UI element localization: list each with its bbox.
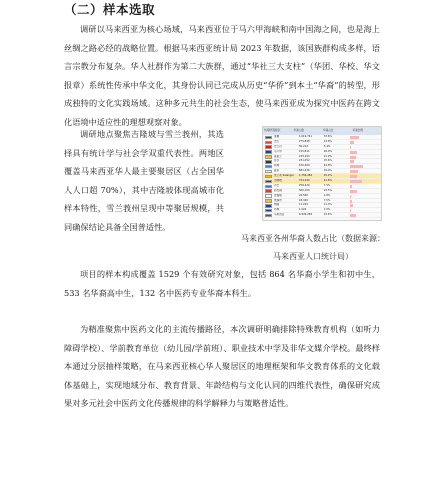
population-count-cell: 681,436 xyxy=(298,169,310,173)
percentage-cell: 21.9% xyxy=(323,154,333,158)
share-bar xyxy=(350,180,362,183)
share-bar-cell xyxy=(349,150,381,154)
population-count-cell: 724,290 xyxy=(298,179,310,183)
percentage-cell: 25.2% xyxy=(323,174,333,178)
population-count-cell: 11,225 xyxy=(298,203,308,207)
state-flag-icon xyxy=(265,194,272,197)
share-bar-cell xyxy=(349,208,381,212)
section-heading: （二）样本选取 xyxy=(64,2,156,17)
population-count-cell: 560,150 xyxy=(298,188,310,192)
paragraph-locations: 调研地点聚焦吉隆坡与雪兰莪州，其选择具有统计学与社会学双重代表性。两地区覆盖马来西亚华人最主要聚居区（占全国华人人口超 70%），其中吉隆坡体现高城市化样本特性，雪兰莪州呈现中等聚居规模，共同确保结论具备全国普适性。 xyxy=(64,129,224,232)
share-bar xyxy=(350,190,357,193)
share-bar xyxy=(350,165,363,168)
percentage-cell: 23.5% xyxy=(323,188,333,192)
share-bar xyxy=(350,170,359,173)
share-bar xyxy=(350,141,354,144)
state-name-cell: 砂拉越 xyxy=(274,188,282,192)
share-bar-cell xyxy=(349,159,381,163)
share-bar-cell xyxy=(349,140,381,144)
share-bar-cell xyxy=(349,189,381,193)
percentage-cell: 33.6% xyxy=(323,135,333,138)
share-bar xyxy=(350,175,357,178)
share-bar-cell xyxy=(349,184,381,188)
state-name-cell: 柔佛 xyxy=(274,135,280,138)
state-name-cell: 吉隆坡 xyxy=(274,179,282,183)
state-flag-icon xyxy=(265,214,272,217)
figure-header-cell: 州/联邦直辖区 xyxy=(264,129,281,132)
state-name-cell: 吉兰丹 xyxy=(274,144,282,148)
share-bar-cell xyxy=(349,135,381,139)
state-name-cell: 纳闽 xyxy=(274,203,280,207)
share-bar xyxy=(350,136,360,139)
state-name-cell: 森美兰 xyxy=(274,154,282,158)
paragraph-sampling-strategy: 为精准聚焦中医药文化的主流传播路径，本次调研明确排除特殊教育机构（如听力障碍学校）、学前教育单位（幼儿园/学前班）、职业技术中学及非华文媒介学校。最终样本通过分层抽样策略，在马来西亚核心华人聚居区的地理框架和华文教育体系的文化载体基础上，实现地域分布、教育背景、年龄结构与文化认同的四维代表性，确保研究成果对多元社会中医药文化传播规律的科学解释力与策略普适性。 xyxy=(64,324,380,409)
figure-table-header xyxy=(263,127,381,135)
population-count-cell: 50,212 xyxy=(298,144,308,148)
population-count-cell: 1,019,741 xyxy=(298,135,313,138)
share-bar-cell xyxy=(349,179,381,183)
share-bar xyxy=(350,195,351,198)
share-bar-cell xyxy=(349,164,381,168)
state-name-cell: 吉打 xyxy=(274,139,280,143)
state-flag-icon xyxy=(265,180,272,183)
population-count-cell: 215,811 xyxy=(298,149,310,153)
population-count-cell: 6,945,284 xyxy=(298,213,313,217)
share-bar xyxy=(350,160,355,163)
state-flag-icon xyxy=(265,175,272,178)
population-count-cell: 670,400 xyxy=(298,164,310,168)
percentage-cell: 13.6% xyxy=(323,139,333,143)
share-bar xyxy=(350,146,351,149)
figure-header-cell: 华裔人数 xyxy=(293,129,304,132)
state-flag-icon xyxy=(265,199,272,202)
share-bar-cell xyxy=(349,155,381,159)
share-bar xyxy=(350,185,352,188)
share-bar xyxy=(350,156,356,159)
percentage-cell: 41.6% xyxy=(323,179,333,183)
figure-caption: 马来西亚各州华裔人数占比（数据来源：马来西亚人口统计局） xyxy=(241,234,385,261)
population-count-cell: 22,560 xyxy=(298,193,308,197)
state-name-cell: 彭亨 xyxy=(274,159,280,163)
state-flag-icon xyxy=(265,141,272,144)
population-count-cell: 18,340 xyxy=(298,198,308,202)
percentage-cell: 11.3% xyxy=(323,203,333,207)
share-bar xyxy=(350,204,353,207)
share-bar xyxy=(350,214,357,217)
percentage-cell: 22.6% xyxy=(323,213,333,217)
state-flag-icon xyxy=(265,170,272,173)
table-row xyxy=(263,213,381,218)
share-bar-cell xyxy=(349,194,381,198)
state-name-cell: 马六甲 xyxy=(274,149,282,153)
percentage-cell: 44.8% xyxy=(323,164,333,168)
state-flag-icon xyxy=(265,145,272,148)
population-count-cell: 239,193 xyxy=(298,154,310,158)
state-name-cell: 登嘉楼 xyxy=(274,193,282,197)
population-count-cell: 275,838 xyxy=(298,139,310,143)
state-flag-icon xyxy=(265,189,272,192)
share-bar-cell xyxy=(349,199,381,203)
percentage-cell: 7.5% xyxy=(323,183,331,187)
percentage-cell: 1.0% xyxy=(323,208,331,212)
state-name-cell: 霹雳 xyxy=(274,169,280,173)
percentage-cell: 15.6% xyxy=(323,159,333,163)
population-count-cell: 1,024 xyxy=(298,208,307,212)
figure-header-cell: 华裔比例 xyxy=(352,129,363,132)
population-count-cell: 258,420 xyxy=(298,183,310,187)
population-count-cell: 1,756,482 xyxy=(298,174,313,178)
state-flag-icon xyxy=(265,209,272,212)
state-name-cell: 玻璃市 xyxy=(274,198,282,202)
state-name-cell: 槟城 xyxy=(274,164,280,168)
percentage-cell: 3.4% xyxy=(323,144,331,148)
share-bar xyxy=(350,151,358,154)
share-bar-cell xyxy=(349,203,381,207)
state-flag-icon xyxy=(265,155,272,158)
figure-table-body xyxy=(263,135,381,218)
paragraph-context: 调研以马来西亚为核心场域，马来西亚位于马六甲海峡和南中国海之间，也是海上丝绸之路必经的战略位置。根据马来西亚统计局 2023 年数据，该国族群构成多样，语言宗教分布复杂。华人社群作为第二大族群，通过“华社三大支柱”（华团、华校、华文报章）系统性传承中华文化，其身份认同已完成从历史“华侨”到本土“华裔”的转型，形成独特的文化实践场域。这种多元共生的社会生态，使马来西亚成为探究中医药在跨文化语境中适应性的理想观察对象。 xyxy=(64,24,380,127)
population-table-figure xyxy=(262,126,382,221)
state-name-cell: 马来西亚 xyxy=(274,213,285,217)
share-bar-cell xyxy=(349,169,381,173)
share-bar-cell xyxy=(349,213,381,217)
percentage-cell: 29.4% xyxy=(323,169,333,173)
state-name-cell: 雪兰莪 Selangor xyxy=(274,174,295,178)
state-flag-icon xyxy=(265,136,272,139)
share-bar-cell xyxy=(349,145,381,149)
share-bar xyxy=(350,200,352,203)
paragraph-sample-composition: 项目的样本构成覆盖 1529 个有效研究对象，包括 864 名华裔小学生和初中生，533 名华裔高中生，132 名中医药专业华裔本科生。 xyxy=(64,269,380,298)
state-flag-icon xyxy=(265,204,272,207)
share-bar-cell xyxy=(349,174,381,178)
percentage-cell: 26.0% xyxy=(323,149,333,153)
figure-header-cell: 华裔占比 xyxy=(323,129,334,132)
state-flag-icon xyxy=(265,185,272,188)
state-flag-icon xyxy=(265,160,272,163)
percentage-cell: 7.5% xyxy=(323,198,331,202)
state-flag-icon xyxy=(265,165,272,168)
percentage-cell: 1.8% xyxy=(323,193,331,197)
state-name-cell: 沙巴 xyxy=(274,183,280,187)
state-name-cell: 布城 xyxy=(274,208,280,212)
population-count-cell: 231,052 xyxy=(298,159,310,163)
state-flag-icon xyxy=(265,150,272,153)
